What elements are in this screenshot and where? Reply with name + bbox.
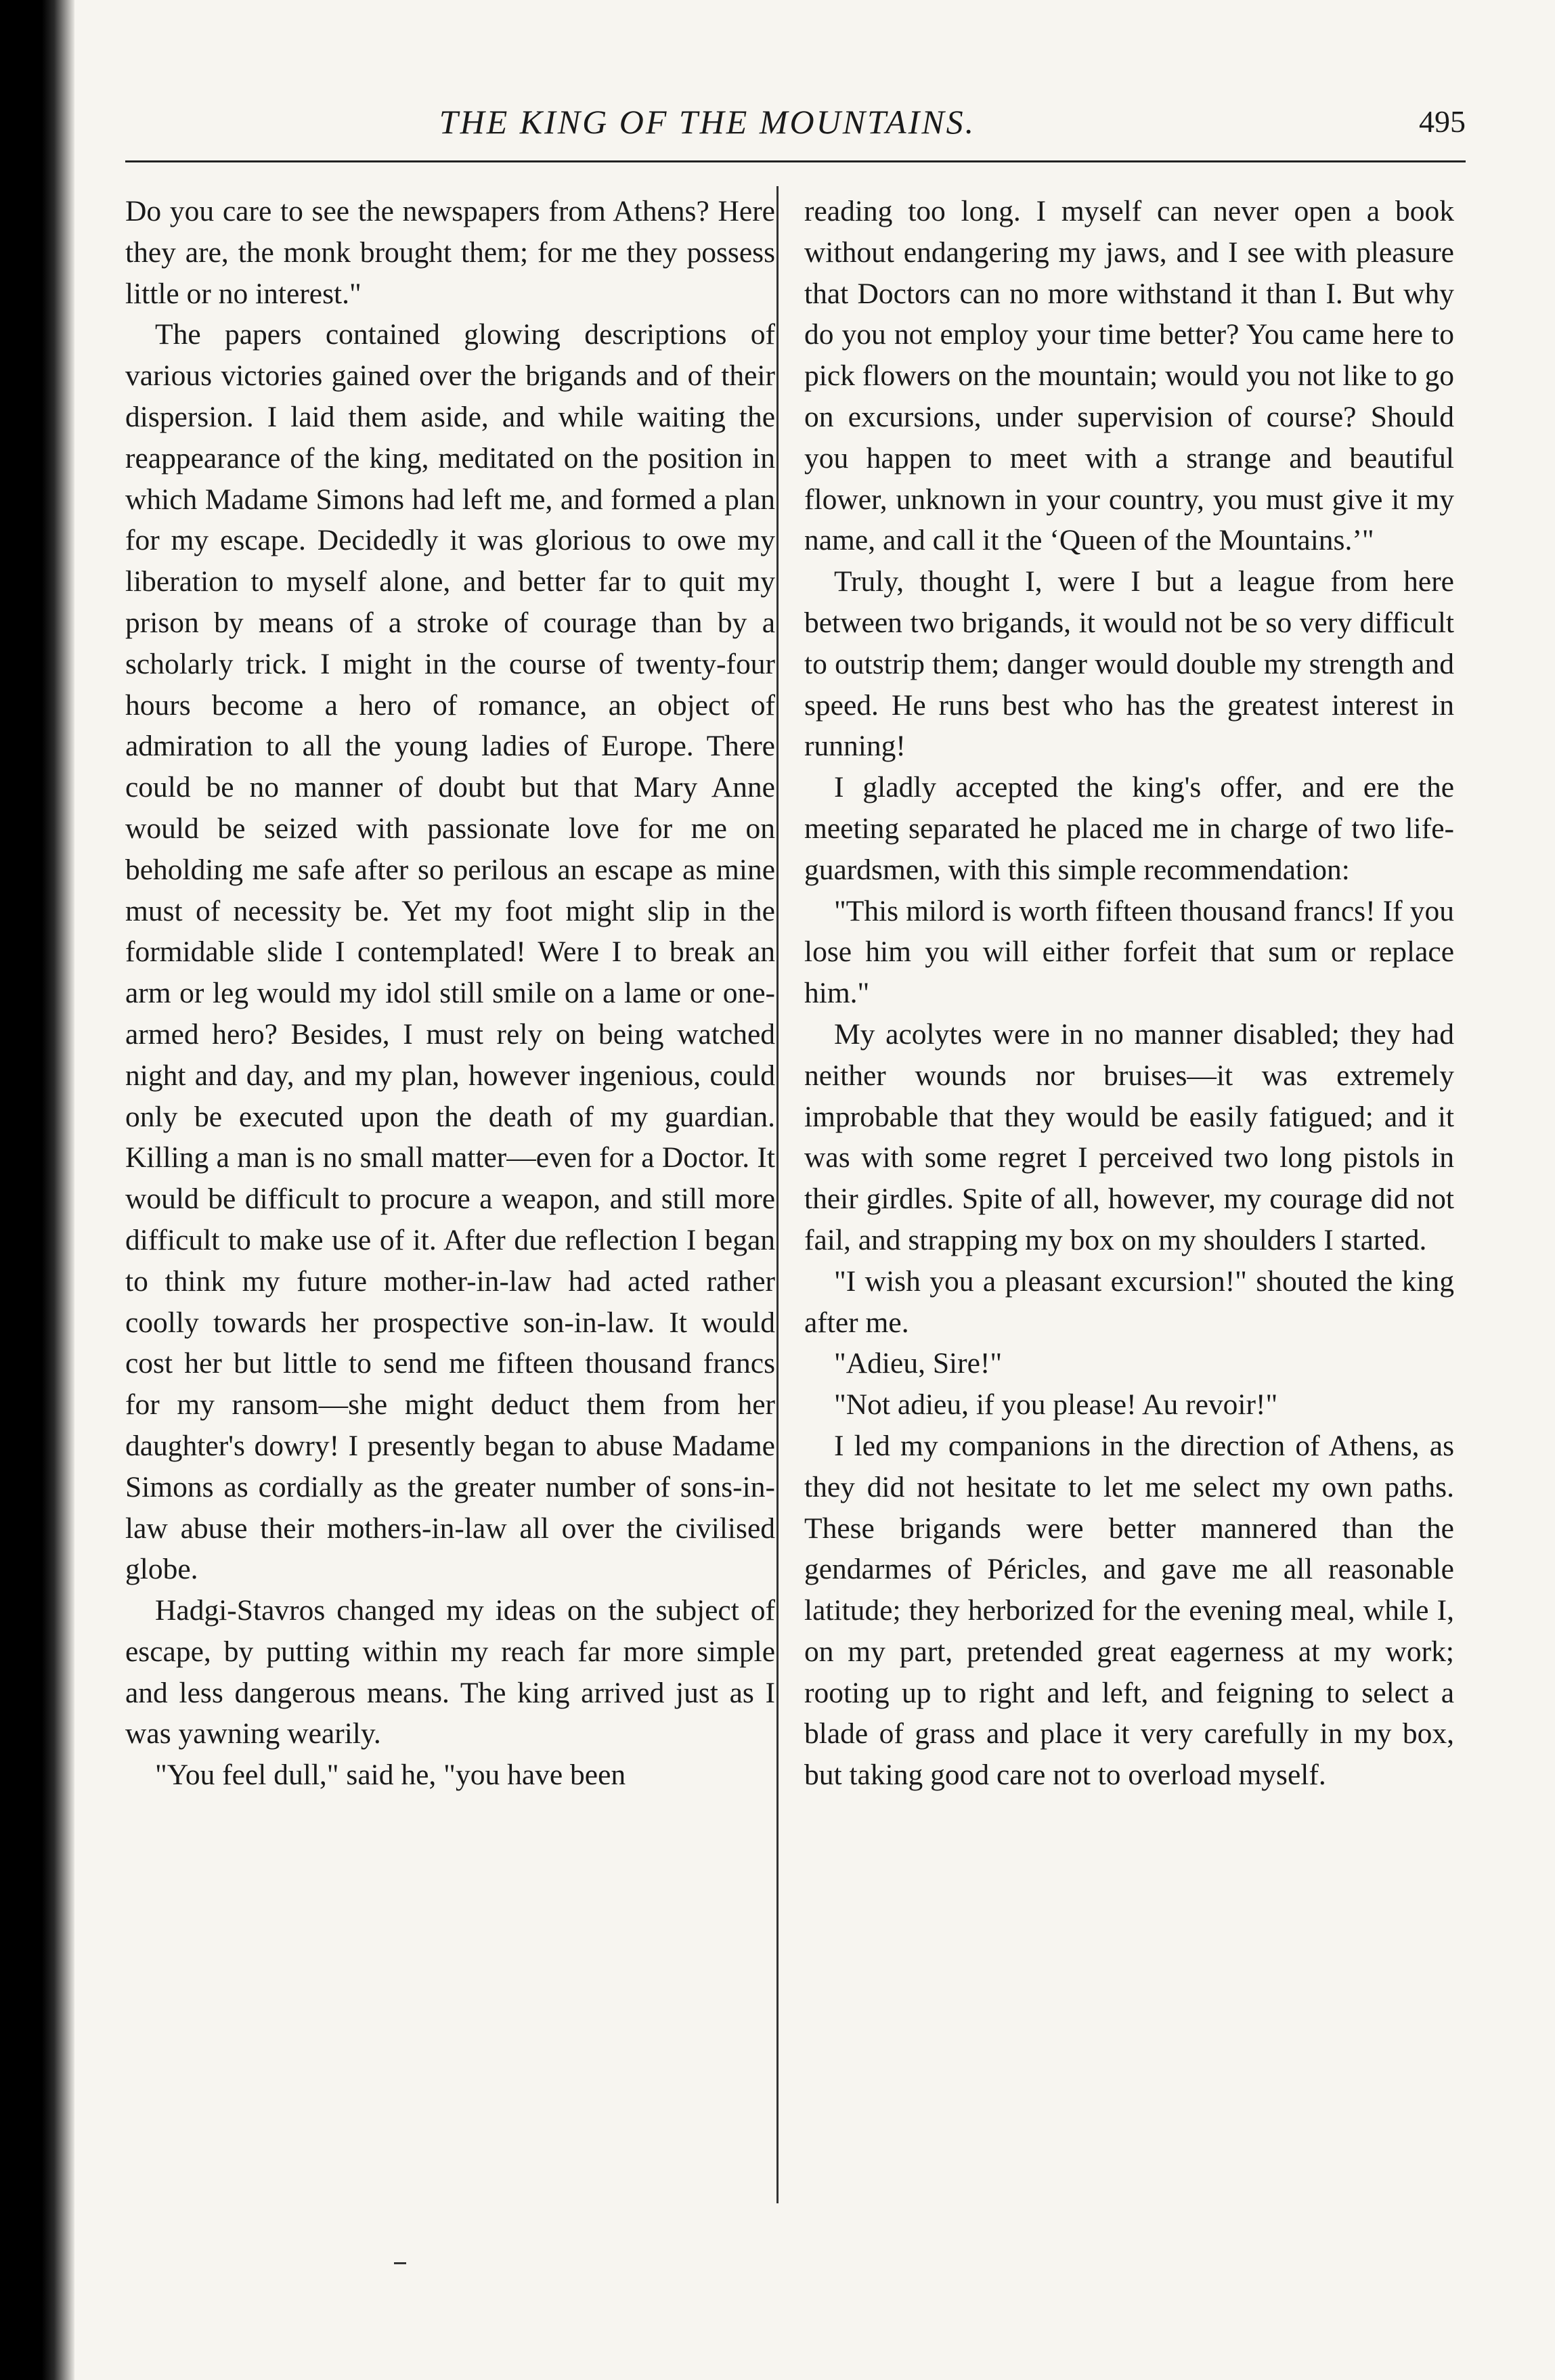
running-title: THE KING OF THE MOUNTAINS.	[439, 103, 976, 141]
paragraph: I led my companions in the direction of Athens, as they did not hesitate to let me select my own paths. These brigands were better mannered than the gendarmes of Péricles, and gave me all reasonable latitude; they herborized for the evening meal, while I, on my part, pretended great eagerness at my work; rooting up to right and left, and feigning to select a blade of grass and place it very carefully in my box, but taking good care not to overload myself.	[804, 1429, 1454, 1792]
right-column	[804, 191, 1454, 1796]
column-divider	[776, 186, 779, 2203]
paragraph: The papers contained glowing descriptions of various victories gained over the brigands and of their dispersion. I laid them aside, and while waiting the reappearance of the king, meditated on the position in which Madame Simons had left me, and formed a plan for my escape. Decidedly it was glorious to owe my liberation to myself alone, and better far to quit my prison by means of a stroke of courage than by a scholarly trick. I might in the course of twenty-four hours become a hero of romance, an object of admiration to all the young ladies of Europe. There could be no manner of doubt but that Mary Anne would be seized with passionate love for me on beholding me safe after so perilous an escape as mine must of necessity be. Yet my foot might slip in the formidable slide I contemplated! Were I to break an arm or leg would my idol still smile on a lame or one-armed hero? Besides, I must rely on being watched night and day, and my plan, however ingenious, could only be executed upon the death of my guardian. Killing a man is no small matter—even for a Doctor. It would be difficult to procure a weapon, and still more difficult to make use of it. After due reflection I began to think my future mother-in-law had acted rather coolly towards her prospective son-in-law. It would cost her but little to send me fifteen thousand francs for my ransom—she might deduct them from her daughter's dowry! I presently began to abuse Madame Simons as cordially as the greater number of sons-in-law abuse their mothers-in-law all over the civilised globe.	[125, 318, 775, 1586]
paragraph: Do you care to see the newspapers from Athens? Here they are, the monk brought them; for me they possess little or no interest."	[125, 195, 775, 310]
paragraph: I gladly accepted the king's offer, and ere the meeting separated he placed me in charge of two life-guardsmen, with this simple recommendation:	[804, 771, 1454, 886]
paragraph: "Not adieu, if you please! Au revoir!"	[834, 1388, 1278, 1422]
book-spine-shadow	[0, 0, 74, 2380]
paragraph: "This milord is worth fifteen thousand francs! If you lose him you will either forfeit that sum or replace him."	[804, 894, 1454, 1010]
left-column	[125, 191, 775, 1796]
paragraph: My acolytes were in no manner disabled; they had neither wounds nor bruises—it was extremely improbable that they would be easily fatigued; and it was with some regret I perceived two long pistols in their girdles. Spite of all, however, my courage did not fail, and strapping my box on my shoulders I started.	[804, 1017, 1454, 1256]
paragraph: Truly, thought I, were I but a league from here between two brigands, it would not be so very difficult to outstrip them; danger would double my strength and speed. He runs best who has the greatest interest in running!	[804, 565, 1454, 763]
paragraph: "I wish you a pleasant excursion!" shouted the king after me.	[804, 1264, 1454, 1339]
paragraph: "You feel dull," said he, "you have been	[155, 1759, 626, 1792]
paragraph: "Adieu, Sire!"	[834, 1347, 1003, 1380]
paragraph: reading too long. I myself can never open a book without endangering my jaws, and I see with pleasure that Doctors can no more withstand it than I. But why do you not employ your time better? You came here to pick flowers on the mountain; would you not like to go on excursions, under supervision of course? Should you happen to meet with a strange and beautiful flower, unknown in your country, you must give it my name, and call it the ‘Queen of the Mountains.’"	[804, 195, 1454, 557]
running-head	[125, 95, 1466, 149]
page-number: 495	[1419, 104, 1466, 139]
print-mark	[394, 2262, 406, 2264]
header-rule	[125, 160, 1466, 162]
paragraph: Hadgi-Stavros changed my ideas on the subject of escape, by putting within my reach far more simple and less dangerous means. The king arrived just as I was yawning wearily.	[125, 1594, 775, 1750]
